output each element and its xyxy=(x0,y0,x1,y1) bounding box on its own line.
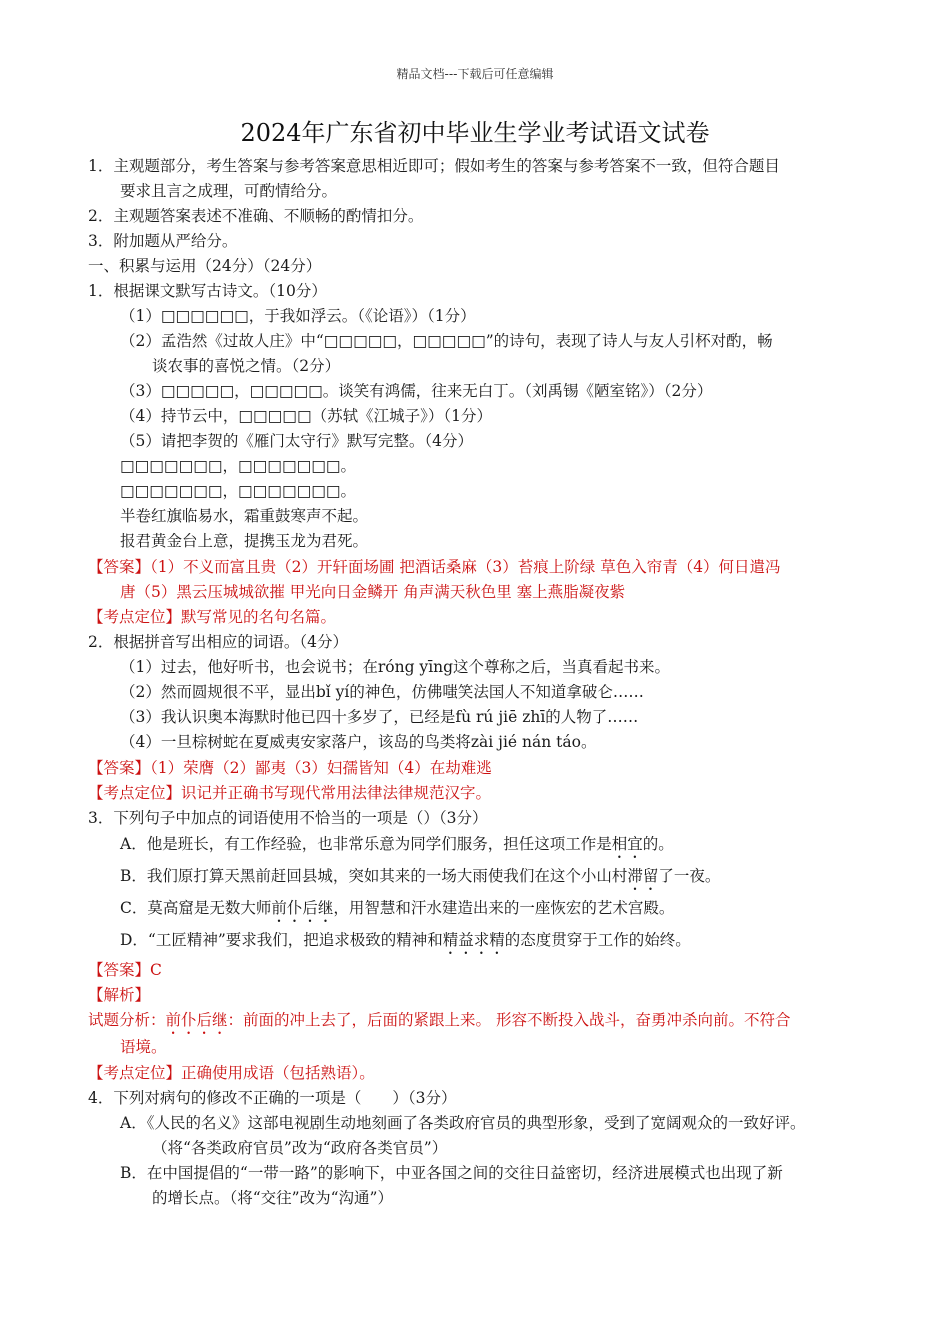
option-c: C．莫高窟是无数大师前仆后继，用智慧和汗水建造出来的一座恢宏的艺术宫殿。 xyxy=(120,899,675,917)
question-item: （1）过去，他好听书，也会说书；在róng yīng这个尊称之后，当真看起书来。 xyxy=(120,658,671,676)
question-item: （2）然而圆规很不平，显出bǐ yí的神色，仿佛嗤笑法国人不知道拿破仑…… xyxy=(120,683,644,701)
option-d: D．“工匠精神”要求我们，把追求极致的精神和精益求精的态度贯穿于工作的始终。 xyxy=(120,931,691,949)
question-item: 谈农事的喜悦之情。（2分） xyxy=(152,357,341,375)
option-a: A．他是班长，有工作经验，也非常乐意为同学们服务，担任这项工作是相宜的。 xyxy=(120,835,674,853)
note-line: 要求且言之成理，可酌情给分。 xyxy=(120,182,338,200)
question-item: （3）我认识奥本海默时他已四十多岁了，已经是fù rú jiē zhī的人物了…… xyxy=(120,708,639,726)
answer-line: 【答案】（1）不义而富且贵（2）开轩面场圃 把酒话桑麻（3）苔痕上阶绿 草色入帘青（4）何日遣冯 xyxy=(88,558,781,576)
key-point: 【考点定位】默写常见的名句名篇。 xyxy=(88,608,337,626)
question-item: （4）一旦棕树蛇在夏威夷安家落户，该岛的鸟类将zài jié nán táo。 xyxy=(120,733,597,751)
analysis-text: 语境。 xyxy=(120,1038,167,1056)
question-item: （2）孟浩然《过故人庄》中“□□□□□，□□□□□”的诗句，表现了诗人与友人引杯对酌，畅 xyxy=(120,332,773,350)
question-item: （4）持节云中，□□□□□（苏轼《江城子》）（1分） xyxy=(120,407,492,425)
poem-line: 报君黄金台上意，提携玉龙为君死。 xyxy=(120,532,369,550)
question-stem: 1．根据课文默写古诗文。（10分） xyxy=(88,282,327,300)
question-item: （1）□□□□□□，于我如浮云。（《论语》）（1分） xyxy=(120,307,476,325)
section-heading: 一、积累与运用（24分）（24分） xyxy=(88,257,322,275)
question-item: （3）□□□□□，□□□□□。谈笑有鸿儒，往来无白丁。（刘禹锡《陋室铭》）（2分） xyxy=(120,382,713,400)
option-b: B．在中国提倡的“一带一路”的影响下，中亚各国之间的交往日益密切，经济进展模式也出现了新 xyxy=(120,1164,783,1182)
option-a: A．《人民的名义》这部电视剧生动地刻画了各类政府官员的典型形象，受到了宽阔观众的一致好评。 xyxy=(120,1114,806,1132)
note-line: 1．主观题部分，考生答案与参考答案意思相近即可；假如考生的答案与参考答案不一致，但符合题目 xyxy=(88,157,780,175)
question-stem: 2．根据拼音写出相应的词语。（4分） xyxy=(88,633,348,651)
analysis-label: 【解析】 xyxy=(88,986,151,1004)
note-line: 3．附加题从严给分。 xyxy=(88,232,238,250)
page-title: 2024年广东省初中毕业生学业考试语文试卷 xyxy=(240,119,710,147)
option-note: 的增长点。（将“交往”改为“沟通”） xyxy=(152,1189,393,1207)
answer-line: 【答案】C xyxy=(88,961,162,979)
poem-line: 半卷红旗临易水，霜重鼓寒声不起。 xyxy=(120,507,369,525)
page-header: 精品文档---下载后可任意编辑 xyxy=(396,67,554,81)
key-point: 【考点定位】正确使用成语（包括熟语）。 xyxy=(88,1064,375,1082)
answer-line: 【答案】（1）荣膺（2）鄙夷（3）妇孺皆知（4）在劫难逃 xyxy=(88,759,492,777)
question-stem: 4．下列对病句的修改不正确的一项是（ ）（3分） xyxy=(88,1089,457,1107)
answer-line: 唐（5）黑云压城城欲摧 甲光向日金鳞开 角声满天秋色里 塞上燕脂凝夜紫 xyxy=(120,583,626,601)
note-line: 2．主观题答案表述不准确、不顺畅的酌情扣分。 xyxy=(88,207,424,225)
key-point: 【考点定位】识记并正确书写现代常用法律法律规范汉字。 xyxy=(88,784,492,802)
poem-line: □□□□□□□，□□□□□□□。 xyxy=(120,457,357,475)
option-b: B．我们原打算天黑前赶回县城，突如其来的一场大雨使我们在这个小山村滞留了一夜。 xyxy=(120,867,721,885)
analysis-text: 试题分析：前仆后继：前面的冲上去了，后面的紧跟上来。 形容不断投入战斗，奋勇冲杀向前。不符合 xyxy=(88,1011,791,1029)
question-stem: 3．下列句子中加点的词语使用不恰当的一项是（）（3分） xyxy=(88,809,488,827)
poem-line: □□□□□□□，□□□□□□□。 xyxy=(120,482,357,500)
question-item: （5）请把李贺的《雁门太守行》默写完整。（4分） xyxy=(120,432,473,450)
option-note: （将“各类政府官员”改为“政府各类官员”） xyxy=(152,1139,448,1157)
